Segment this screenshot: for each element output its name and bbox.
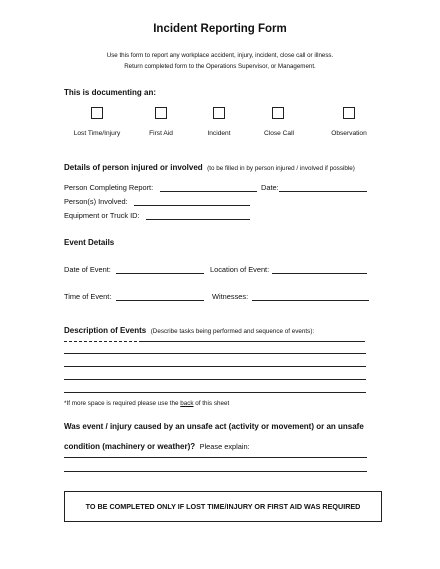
equipment-field[interactable] (146, 219, 250, 220)
person-completing-field[interactable] (160, 191, 257, 192)
description-line-3[interactable] (64, 366, 366, 367)
persons-involved-label: Person(s) Involved: (64, 197, 128, 206)
unsafe-question-line-1: Was event / injury caused by an unsafe act (activity or movement) or an unsafe (64, 422, 364, 431)
event-date-field[interactable] (116, 273, 204, 274)
option-label-close-call: Close Call (263, 130, 295, 137)
description-line-2[interactable] (64, 353, 366, 354)
date-label: Date: (261, 183, 279, 192)
checkbox-lost-time-injury[interactable] (91, 107, 103, 119)
lost-time-notice-box (64, 491, 382, 522)
persons-involved-field[interactable] (134, 205, 250, 206)
unsafe-explain-line-1[interactable] (64, 457, 367, 458)
description-line-4[interactable] (64, 379, 366, 380)
description-heading: Description of Events (64, 326, 147, 335)
description-line-1[interactable] (142, 341, 365, 342)
person-completing-label: Person Completing Report: (64, 183, 154, 192)
person-heading-row (64, 157, 355, 175)
more-space-note-back: back (180, 400, 194, 407)
option-label-first-aid: First Aid (149, 130, 173, 137)
event-heading: Event Details (64, 238, 115, 247)
checkbox-incident[interactable] (213, 107, 225, 119)
event-time-label: Time of Event: (64, 292, 112, 301)
description-note: (Describe tasks being performed and sequence of events): (150, 328, 315, 335)
documenting-heading: This is documenting an: (64, 88, 157, 97)
unsafe-question-explain: Please explain: (199, 442, 250, 451)
option-label-observation: Observation (331, 130, 367, 137)
event-time-field[interactable] (116, 300, 204, 301)
form-title: Incident Reporting Form (153, 23, 287, 35)
checkbox-observation[interactable] (343, 107, 355, 119)
unsafe-explain-line-2[interactable] (64, 471, 367, 472)
event-date-label: Date of Event: (64, 265, 111, 274)
event-location-label: Location of Event: (210, 265, 270, 274)
witnesses-label: Witnesses: (212, 292, 249, 301)
equipment-label: Equipment or Truck ID: (64, 211, 140, 220)
intro-line-2: Return completed form to the Operations Supervisor, or Management. (124, 63, 316, 70)
date-field[interactable] (279, 191, 367, 192)
description-line-5[interactable] (64, 392, 366, 393)
option-label-incident: Incident (207, 130, 231, 137)
option-label-lost-time-injury: Lost Time/Injury (73, 130, 121, 137)
more-space-note-pre: *If more space is required please use the (64, 400, 181, 407)
intro-line-1: Use this form to report any workplace accident, injury, incident, close call or illness. (106, 52, 334, 59)
checkbox-first-aid[interactable] (155, 107, 167, 119)
description-line-1-dashed[interactable] (64, 341, 142, 342)
witnesses-field[interactable] (252, 300, 369, 301)
checkbox-close-call[interactable] (272, 107, 284, 119)
description-heading-row (64, 320, 314, 338)
unsafe-question-line-2 (64, 436, 250, 454)
event-location-field[interactable] (272, 273, 367, 274)
lost-time-notice-text: TO BE COMPLETED ONLY IF LOST TIME/INJURY OR FIRST AID WAS REQUIRED (85, 502, 361, 511)
more-space-note (64, 400, 229, 407)
person-heading: Details of person injured or involved (64, 163, 203, 172)
unsafe-question-bold: condition (machinery or weather)? (64, 442, 196, 451)
person-heading-note: (to be filled in by person injured / involved if possible) (207, 165, 355, 172)
more-space-note-post: of this sheet (193, 400, 230, 407)
